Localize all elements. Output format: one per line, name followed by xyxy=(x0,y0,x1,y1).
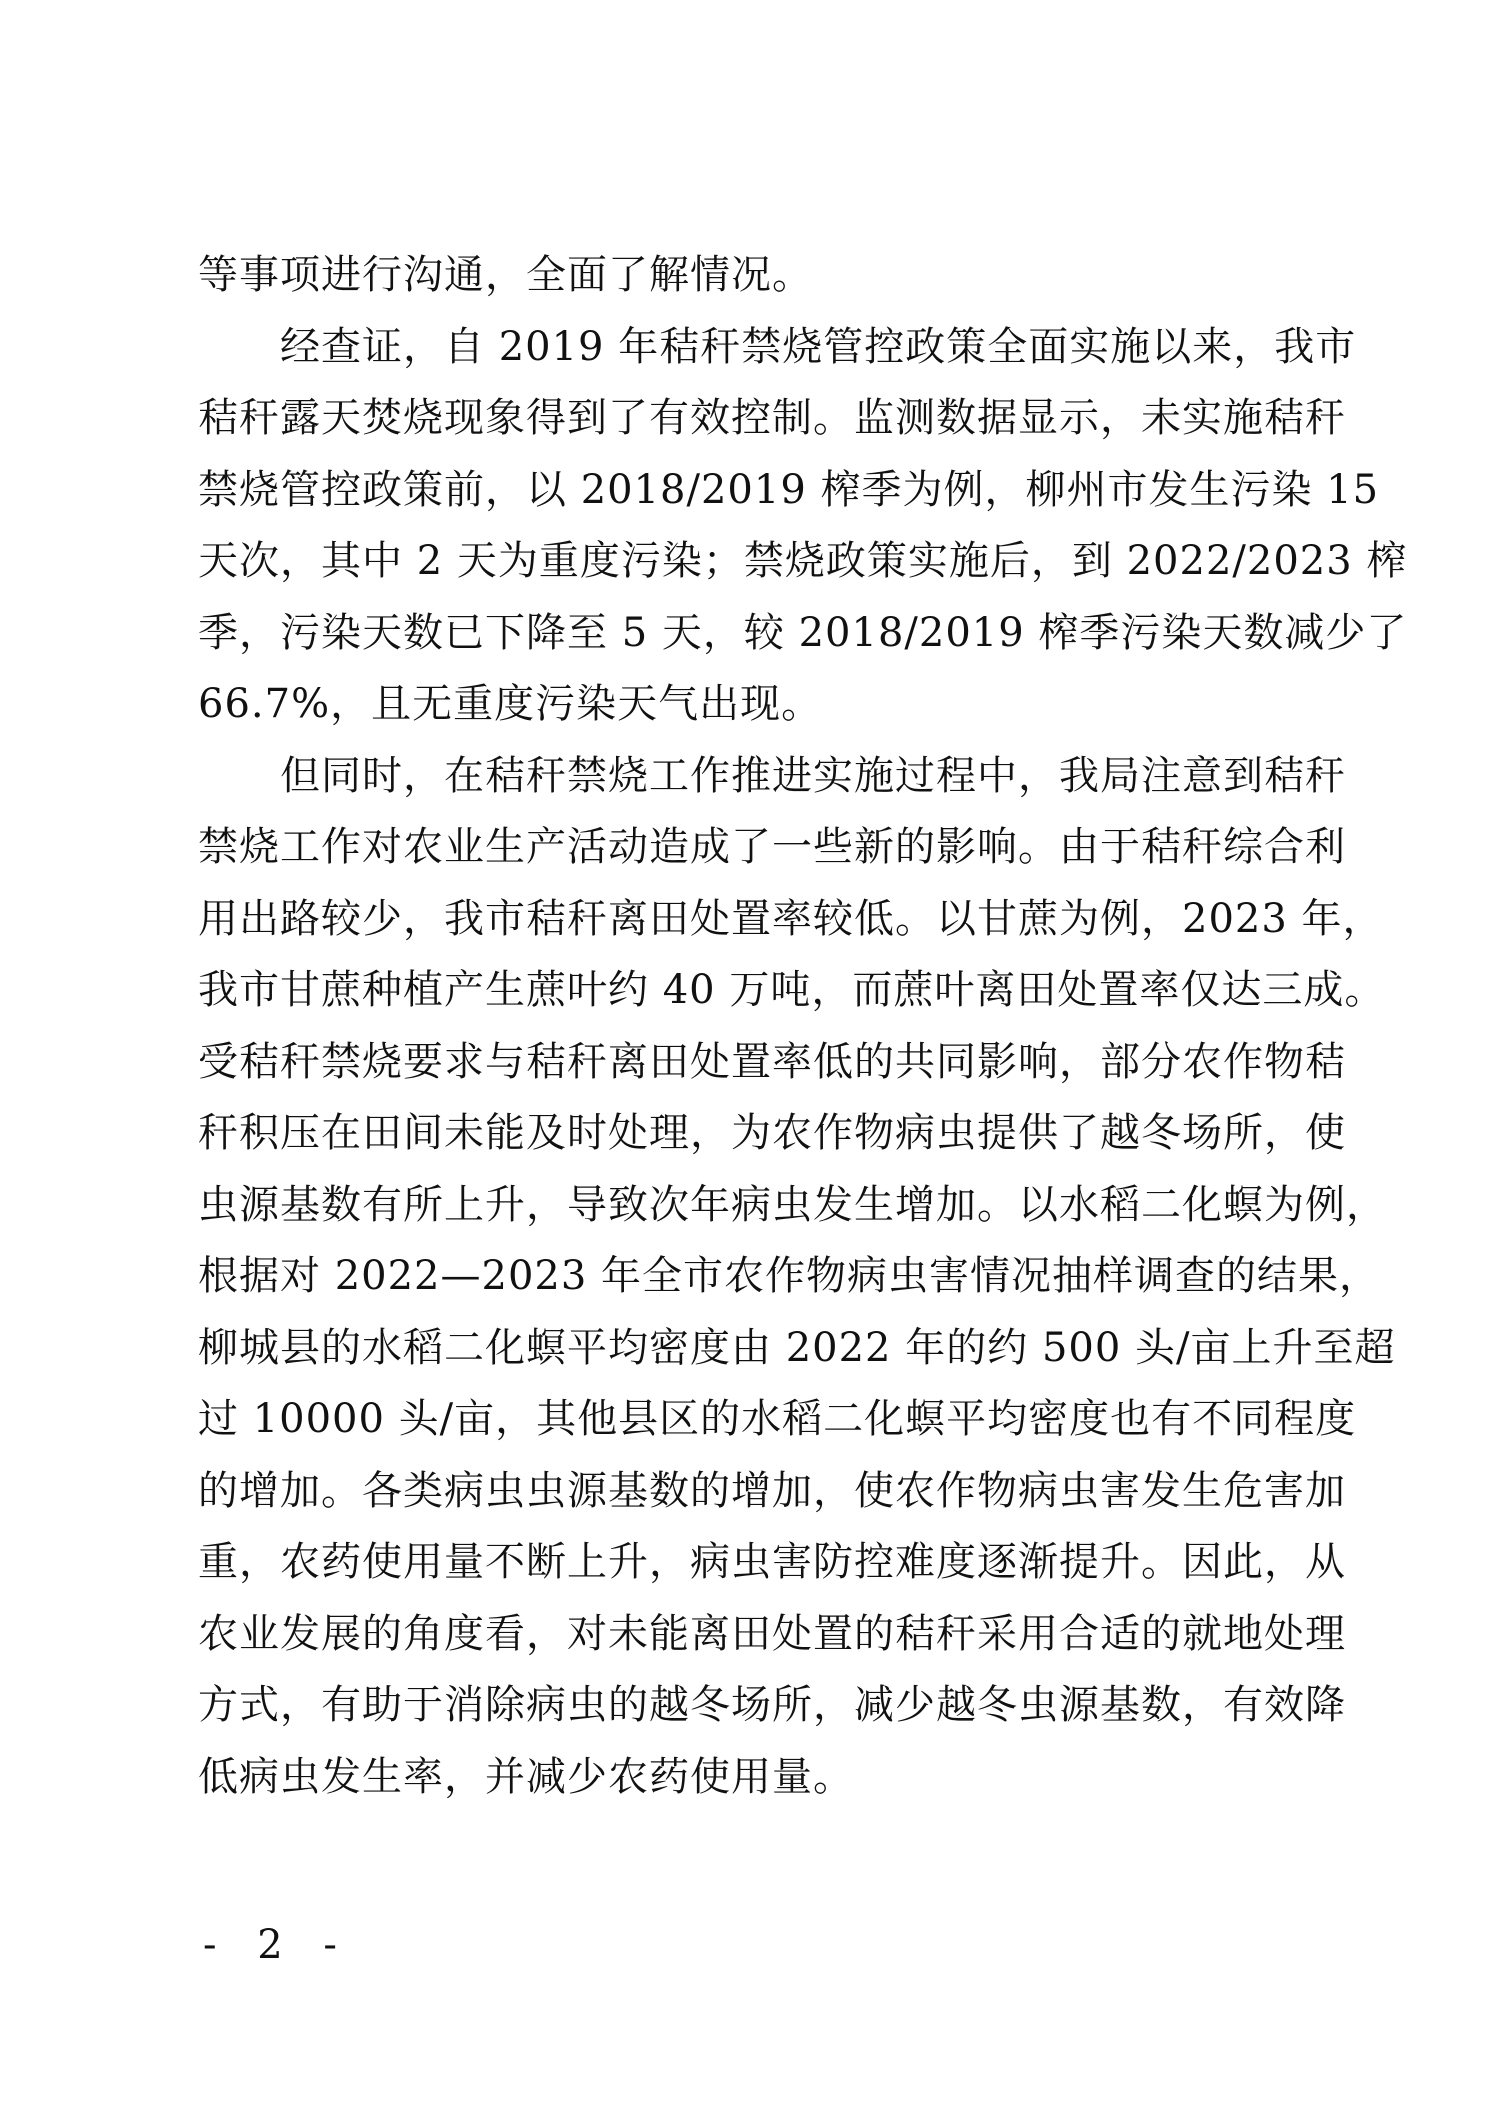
text-line: 禁烧工作对农业生产活动造成了一些新的影响。由于秸秆综合利 xyxy=(198,824,1346,870)
document-body xyxy=(198,240,1408,1813)
text-line: 等事项进行沟通，全面了解情况。 xyxy=(198,252,813,298)
text-line: 低病虫发生率，并减少农药使用量。 xyxy=(198,1753,854,1800)
text-line: 我市甘蔗种植产生蔗叶约 40 万吨，而蔗叶离田处置率仅达三成。 xyxy=(198,967,1386,1013)
text-line: 受秸秆禁烧要求与秸秆离田处置率低的共同影响，部分农作物秸 xyxy=(198,1038,1346,1085)
text-line: 的增加。各类病虫虫源基数的增加，使农作物病虫害发生危害加 xyxy=(198,1467,1346,1514)
text-line: 根据对 2022—2023 年全市农作物病虫害情况抽样调查的结果， xyxy=(198,1253,1381,1299)
text-line: 秆积压在田间未能及时处理，为农作物病虫提供了越冬场所，使 xyxy=(198,1110,1346,1156)
paragraph-first-line: 但同时，在秸秆禁烧工作推进实施过程中，我局注意到秸秆 xyxy=(280,752,1346,799)
paragraph-first-line: 经查证，自 2019 年秸秆禁烧管控政策全面实施以来，我市 xyxy=(280,323,1357,370)
text-line: 虫源基数有所上升，导致次年病虫发生增加。以水稻二化螟为例， xyxy=(198,1181,1387,1228)
text-line: 重，农药使用量不断上升，病虫害防控难度逐渐提升。因此，从 xyxy=(198,1539,1346,1585)
text-line: 禁烧管控政策前，以 2018/2019 榨季为例，柳州市发生污染 15 xyxy=(198,466,1380,513)
text-line: 柳城县的水稻二化螟平均密度由 2022 年的约 500 头/亩上升至超 xyxy=(198,1324,1396,1371)
text-line: 66.7%，且无重度污染天气出现。 xyxy=(198,681,823,727)
text-line: 方式，有助于消除病虫的越冬场所，减少越冬虫源基数，有效降 xyxy=(198,1682,1346,1728)
text-line: 过 10000 头/亩，其他县区的水稻二化螟平均密度也有不同程度 xyxy=(198,1396,1357,1442)
text-line: 天次，其中 2 天为重度污染；禁烧政策实施后，到 2022/2023 榨 xyxy=(198,538,1408,584)
text-line: 用出路较少，我市秸秆离田处置率较低。以甘蔗为例，2023 年， xyxy=(198,895,1384,942)
text-line: 秸秆露天焚烧现象得到了有效控制。监测数据显示，未实施秸秆 xyxy=(198,395,1346,441)
text-line: 季，污染天数已下降至 5 天，较 2018/2019 榨季污染天数减少了 xyxy=(198,609,1408,656)
text-line: 农业发展的角度看，对未能离田处置的秸秆采用合适的就地处理 xyxy=(198,1610,1346,1657)
page-number: - 2 - xyxy=(203,1922,351,1968)
